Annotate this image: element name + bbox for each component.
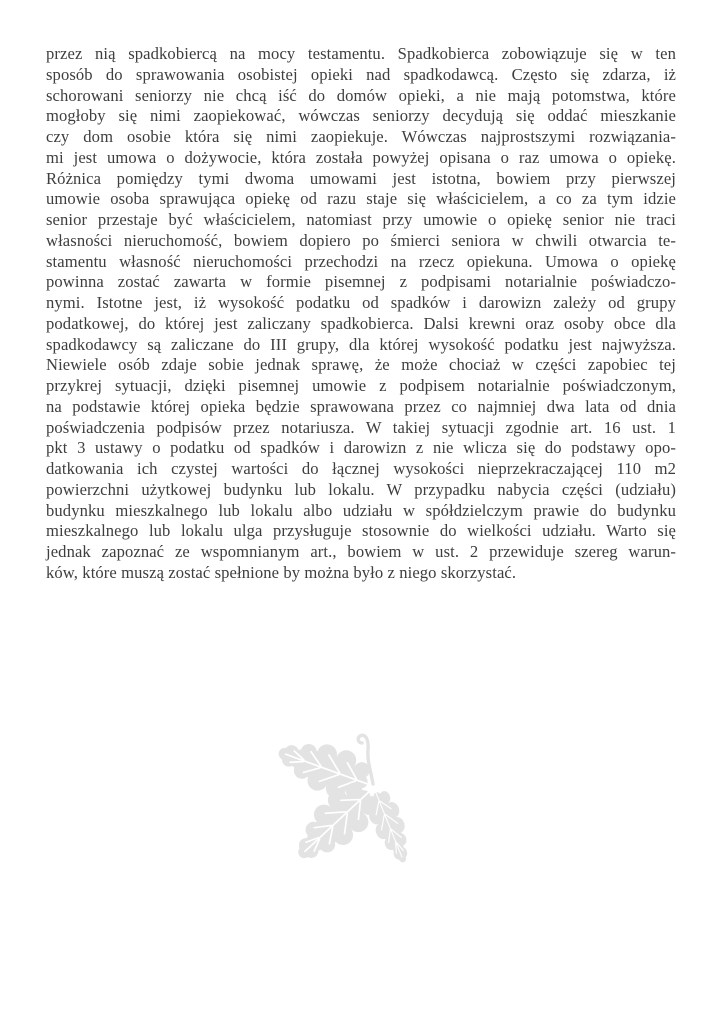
text-line: stamentu własność nieruchomości przechodzi na rzecz opiekuna. Umowa o opiekę	[46, 251, 676, 271]
oak-leaf-watermark-icon	[258, 726, 446, 874]
text-line: Niewiele osób zdaje sobie jednak sprawę, że może chociaż w części zapobiec tej	[46, 355, 676, 375]
text-line: powierzchni użytkowej budynku lub lokalu. W przypadku nabycia części (udziału)	[46, 479, 676, 499]
text-line: powinna zostać zawarta w formie pisemnej z podpisami notarialnie poświadczo-	[46, 272, 676, 292]
text-line: własności nieruchomość, bowiem dopiero po śmierci seniora w chwili otwarcia te-	[46, 230, 676, 250]
text-line: senior przestaje być właścicielem, natomiast przy umowie o opiekę senior nie traci	[46, 210, 676, 229]
text-line: pkt 3 ustawy o podatku od spadków i darowizn z nie wlicza się do podstawy opo-	[46, 438, 676, 458]
text-line: przykrej sytuacji, dzięki pisemnej umowie z podpisem notarialnie poświadczonym,	[46, 376, 676, 395]
text-line: datkowania ich czystej wartości do łącznej wysokości nieprzekraczającej 110 m2	[46, 459, 676, 478]
text-line: na podstawie której opieka będzie sprawowana przez co najmniej dwa lata od dnia	[46, 396, 676, 416]
text-line: mogłoby się nimi zaopiekować, wówczas seniorzy decydują się oddać mieszkanie	[46, 106, 676, 126]
text-line: budynku mieszkalnego lub lokalu albo udziału w spółdzielczym prawie do budynku	[46, 500, 676, 520]
text-line: mi jest umowa o dożywocie, która została powyżej opisana o raz umowa o opiekę.	[46, 147, 676, 167]
text-line: umowie osoba sprawująca opiekę od razu staje się właścicielem, a co za tym idzie	[46, 189, 676, 209]
text-line: schorowani seniorzy nie chcą iść do domów opieki, a nie mają potomstwa, które	[46, 85, 676, 105]
text-line: poświadczenia podpisów przez notariusza. W takiej sytuacji zgodnie art. 16 ust. 1	[46, 417, 676, 437]
article-text	[46, 44, 676, 584]
text-line: jednak zapoznać ze wspomnianym art., bowiem w ust. 2 przewiduje szereg warun-	[46, 542, 676, 561]
text-line: ków, które muszą zostać spełnione by można było z niego skorzystać.	[46, 562, 517, 582]
text-line: sposób do sprawowania osobistej opieki nad spadkodawcą. Często się zdarza, iż	[46, 64, 676, 84]
text-line: spadkodawcy są zaliczane do III grupy, dla której wysokość podatku jest najwyższa.	[46, 334, 676, 354]
text-line: nymi. Istotne jest, iż wysokość podatku od spadków i darowizn zależy od grupy	[46, 293, 676, 312]
text-line: przez nią spadkobiercą na mocy testamentu. Spadkobierca zobowiązuje się w ten	[46, 44, 676, 63]
text-line: podatkowej, do której jest zaliczany spadkobierca. Dalsi krewni oraz osoby obce dla	[46, 313, 676, 333]
text-line: czy dom osobie która się nimi zaopiekuje. Wówczas najprostszymi rozwiązania-	[46, 127, 676, 146]
text-line: mieszkalnego lub lokalu ulga przysługuje stosownie do wielkości udziału. Warto się	[46, 521, 676, 541]
text-line: Różnica pomiędzy tymi dwoma umowami jest istotna, bowiem przy pierwszej	[46, 168, 676, 188]
